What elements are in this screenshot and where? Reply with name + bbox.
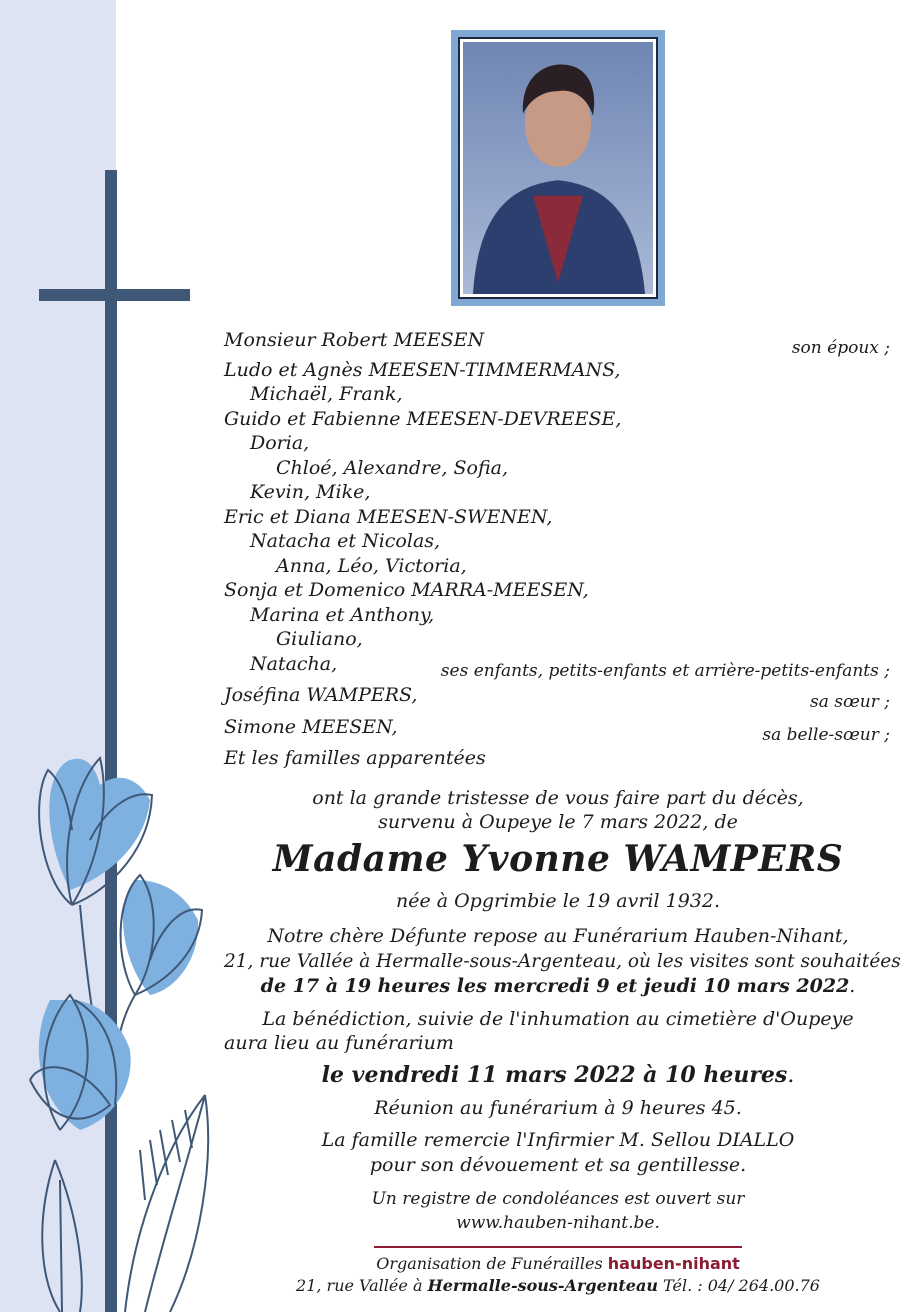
ceremony-line: aura lieu au funérarium [224,1032,454,1054]
family-member: Natacha et Nicolas, [250,530,441,552]
announcement-line: survenu à Oupeye le 7 mars 2022, de [378,811,738,833]
tulip-flowers-icon [30,758,208,1312]
birth-info: née à Opgrimbie le 19 avril 1932. [395,890,721,912]
family-member: Sonja et Domenico MARRA-MEESEN, [224,579,589,601]
family-member: Simone MEESEN, [224,715,398,738]
register-link[interactable]: www.hauben-nihant.be. [456,1213,660,1233]
register-info [224,1187,892,1235]
footer-address-city: Hermalle-sous-Argenteau [427,1276,658,1295]
family-member: Michaël, Frank, [250,383,403,405]
portrait-photo [458,37,658,299]
brand-logo: hauben-nihant [607,1254,740,1273]
announcement-line: ont la grande tristesse de vous faire part du décès, [312,787,804,809]
meeting-info: Réunion au funérarium à 9 heures 45. [374,1097,742,1119]
relation-spouse: son époux ; [791,338,890,358]
thanks [224,1128,892,1178]
rest-line: Notre chère Défunte repose au Funérarium Hauben-Nihant, [267,925,849,947]
family-member: Et les familles apparentées [224,747,486,769]
family-list [224,328,621,771]
rest-line: 21, rue Vallée à Hermalle-sous-Argenteau, où les visites sont souhaitées [224,951,901,972]
cross-icon [39,170,190,1312]
ceremony-date [224,1062,892,1088]
footer-address [224,1276,892,1295]
footer-org-prefix: Organisation de Funérailles [376,1254,603,1273]
family-member: Chloé, Alexandre, Sofia, [276,456,508,479]
family-member: Guido et Fabienne MEESEN-DEVREESE, [224,407,622,430]
footer-divider [374,1246,742,1248]
rest-info [224,924,901,999]
family-member: Giuliano, [276,628,363,650]
footer-phone: Tél. : 04/ 264.00.76 [663,1276,820,1295]
ceremony-line: La bénédiction, suivie de l'inhumation au cimetière d'Oupeye [262,1008,854,1030]
relation-sister-in-law: sa belle-sœur ; [762,725,890,745]
family-member: Marina et Anthony, [250,603,435,626]
announcement [224,786,892,834]
portrait-frame [451,30,665,306]
family-member: Anna, Léo, Victoria, [276,554,467,577]
ceremony-date-end: . [787,1063,795,1088]
thanks-line: La famille remercie l'Infirmier M. Sellou DIALLO [321,1129,795,1151]
family-member: Monsieur Robert MEESEN [224,329,485,351]
relation-sister: sa sœur ; [809,692,890,712]
portrait-illustration-icon [463,42,653,294]
deceased-name: Madame Yvonne WAMPERS [272,838,844,880]
footer-address-prefix: 21, rue Vallée à [296,1276,423,1295]
family-member: Natacha, [250,652,338,675]
family-member: Eric et Diana MEESEN-SWENEN, [224,505,553,528]
visit-times-end: . [849,975,856,997]
family-member: Kevin, Mike, [250,481,371,503]
visit-times: de 17 à 19 heures les mercredi 9 et jeudi 10 mars 2022 [260,975,850,997]
thanks-line: pour son dévouement et sa gentillesse. [369,1154,747,1176]
family-member: Joséfina WAMPERS, [224,684,418,706]
footer-organisation [224,1254,892,1273]
family-member: Doria, [250,432,310,454]
ceremony-date-text: le vendredi 11 mars 2022 à 10 heures [321,1062,788,1088]
relation-children: ses enfants, petits-enfants et arrière-petits-enfants ; [440,661,890,681]
family-member: Ludo et Agnès MEESEN-TIMMERMANS, [224,358,621,381]
register-line: Un registre de condoléances est ouvert sur [371,1189,745,1209]
